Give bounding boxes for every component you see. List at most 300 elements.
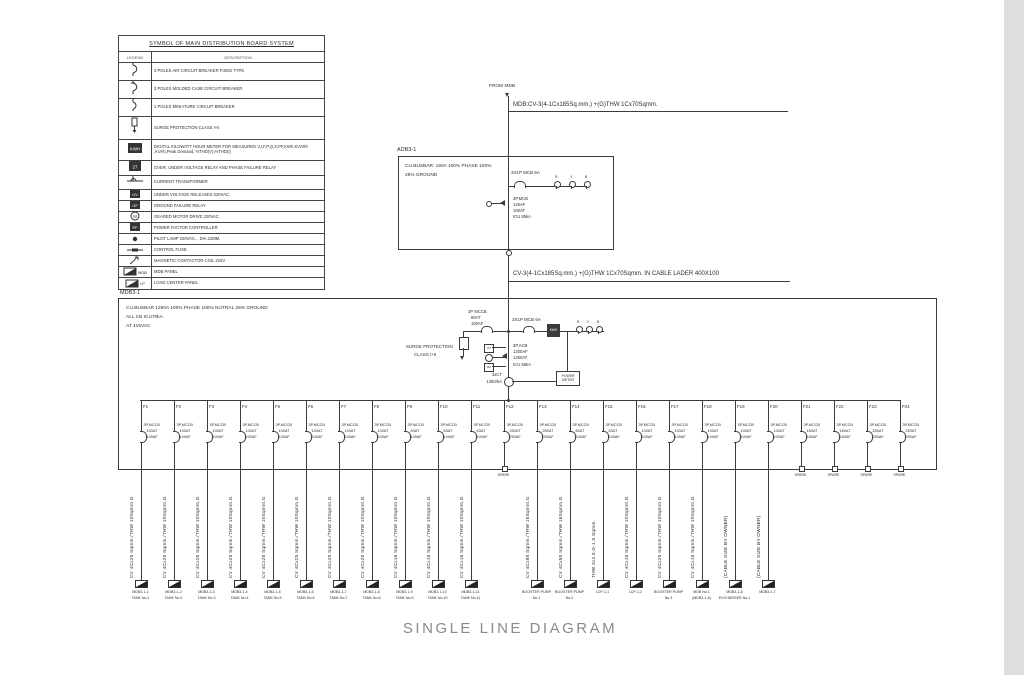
feeder-id-label: F4: [242, 404, 248, 409]
load-panel-icon: [663, 580, 676, 588]
feeder-cable-label: THW 3x2.5,G-1.5 Sqmm.: [591, 519, 597, 578]
feeder-breaker-trip: 250AT: [905, 429, 917, 433]
adb-busbar-line2: 25% GROUND: [405, 173, 438, 178]
load-name-line1: BOOSTER PUMP: [522, 590, 551, 594]
feeder-breaker-trip: 250AT: [872, 429, 884, 433]
legend-row-description: LOAD CENTER PANEL: [154, 280, 199, 286]
feeder-breaker-trip: 100AT: [179, 429, 191, 433]
legend-row-description: POWER FACTOR CONTROLLER: [154, 224, 218, 230]
legend-row: [119, 140, 324, 161]
legend-icon-label: MDB: [138, 269, 147, 275]
feeder-id-label: F8: [374, 404, 380, 409]
feeder-cable-label: CV 4Cx25 Sqmm./THW 10Sqmm.G: [327, 496, 333, 578]
feeder-cable-line: [570, 468, 571, 580]
feeder-id-label: F21: [803, 404, 811, 409]
feeder-breaker-icon: [635, 431, 642, 443]
spd-label-line2: CLASS I+II: [414, 352, 437, 357]
feeder-id-label: F9: [407, 404, 413, 409]
feeder-cable-label: CV 4Cx16 Sqmm./THW 10Sqmm.G: [690, 496, 696, 578]
legend-row-description: 3 POLES MOLDED CASE CIRCUIT BREAKER: [154, 86, 243, 92]
spare-terminal-icon: [898, 466, 904, 472]
load-name-line1: MDB3-1-8: [363, 590, 380, 594]
feeder-breaker-icon: [437, 431, 444, 443]
power-meter-box: [556, 371, 580, 386]
load-panel-icon: [564, 580, 577, 588]
feeder-cable-line: [141, 468, 142, 580]
legend-row: [119, 81, 324, 99]
load-name-line2: TANK No.4: [230, 596, 249, 600]
feeder-cable-line: [438, 468, 439, 580]
feeder-breaker-trip: 100AT: [377, 429, 389, 433]
legend-rows: [119, 63, 324, 289]
mcb-breaker-icon: [126, 98, 144, 117]
adb-main-drawout-icon: [500, 200, 505, 206]
feeder-breaker-frame: 100AF: [410, 435, 422, 439]
legend-row: [119, 117, 324, 140]
legend-row: [119, 190, 324, 201]
feeder-breaker-type: 3P,MCCB: [803, 423, 820, 427]
feeder-cable-label: CV 4Cx25 Sqmm./THW 10Sqmm.G: [360, 496, 366, 578]
load-name-line1: MDB3-1-9: [396, 590, 413, 594]
feeder-breaker-trip: 63AT: [608, 429, 618, 433]
feeder-breaker-type: 3P,MCCB: [473, 423, 490, 427]
feeder-breaker-frame: 100AF: [641, 435, 653, 439]
load-name-line1: MDB3-1-1: [132, 590, 149, 594]
acb-link1-line: [492, 347, 506, 348]
feeder-breaker-frame: 250AF: [872, 435, 884, 439]
legend-row-description: CURRENT TRANSFORMER: [154, 179, 208, 185]
load-name-line2: TANK No.10: [427, 596, 448, 600]
feeder-breaker-icon: [239, 431, 246, 443]
feeder-cable-line: [207, 468, 208, 580]
pilot-lamp-icon: [596, 326, 603, 333]
feeder-breaker-trip: 100AT: [674, 429, 686, 433]
legend-row: [119, 99, 324, 117]
load-name-line2: TANK No.7: [329, 596, 348, 600]
feeder-breaker-frame: 250AF: [509, 435, 521, 439]
adb-main-line2: 125AF: [513, 202, 526, 207]
legend-row-description: PILOT LAMP 220VAC. , DIA 22MM.: [154, 235, 221, 241]
legend-row: [119, 256, 324, 267]
feeder-breaker-frame: 100AF: [476, 435, 488, 439]
load-name-line1: MDB3-1-5: [264, 590, 281, 594]
legend-row: [119, 234, 324, 245]
legend-row-description: MDB PANEL: [154, 268, 178, 274]
feeder-breaker-type: 3P,MCCB: [737, 423, 754, 427]
feeder-breaker-type: 3P,MCCB: [539, 423, 556, 427]
feeder-breaker-trip: 63AT: [476, 429, 486, 433]
load-name-line2: TANK No.3: [197, 596, 216, 600]
adb-mcb-label: 3X1P MCB 6A: [511, 170, 540, 175]
legend-row: [119, 176, 324, 190]
legend-table: [118, 35, 325, 290]
load-name-line1: MDB3-1-4: [231, 590, 248, 594]
svg-text:KWH: KWH: [129, 146, 141, 151]
feeder-id-label: F10: [440, 404, 448, 409]
legend-row-description: CONTROL FUSE: [154, 246, 187, 252]
load-name-line2: TANK No.6: [296, 596, 315, 600]
pilot-lamp-stem-line: [588, 331, 589, 334]
legend-row: [119, 278, 324, 289]
adb-main-terminal-icon: [486, 201, 492, 207]
feeder-breaker-frame: 250AF: [905, 435, 917, 439]
feeder-id-label: F13: [539, 404, 547, 409]
mdb-busbar-line2: ALL CB ICU70kA: [126, 315, 163, 320]
load-panel-icon: [531, 580, 544, 588]
feeder-breaker-type: 3P,MCCB: [836, 423, 853, 427]
adb-name: ADB3-1: [397, 147, 417, 153]
feeder-breaker-icon: [734, 431, 741, 443]
load-name-line2: TANK No.8: [362, 596, 381, 600]
feeder-cable-line: [702, 468, 703, 580]
feeder-breaker-frame: 160AF: [839, 435, 851, 439]
feeder-cable-line: [471, 468, 472, 580]
feeder-breaker-icon: [899, 431, 906, 443]
feeder-breaker-trip: 100AT: [212, 429, 224, 433]
load-panel-icon: [267, 580, 280, 588]
legend-row-description: UNDER VOLTAGE RELEASES 220VAC.: [154, 191, 231, 197]
feeder-breaker-trip: 250AT: [542, 429, 554, 433]
feeder-breaker-icon: [338, 431, 345, 443]
mdb-main-line3: 1250AT: [513, 355, 528, 360]
feeder-id-label: F19: [737, 404, 745, 409]
load-panel-icon: [597, 580, 610, 588]
feeder-breaker-trip: 100AT: [344, 429, 356, 433]
ground-failure-relay-icon: GF: [484, 363, 494, 372]
feeder-cable-line: [174, 468, 175, 580]
feeder-id-label: F20: [770, 404, 778, 409]
feeder-breaker-type: 3P,MCCB: [638, 423, 655, 427]
feeder-cable-label: CV 4Cx25 Sqmm./THW 10Sqmm.G: [294, 496, 300, 578]
load-name-line1: MDB3-1-3: [198, 590, 215, 594]
pilot-lamp-letter: B: [585, 175, 588, 179]
ct-label-line1: 3xCT: [491, 372, 502, 377]
feeder-id-label: F18: [704, 404, 712, 409]
spare-label: SPARE: [893, 473, 906, 477]
load-name-line2: No.1: [532, 596, 541, 600]
feeder-cable-line: [306, 468, 307, 580]
load-panel-icon: [762, 580, 775, 588]
feeder-breaker-type: 3P,MCCB: [572, 423, 589, 427]
feeder-breaker-frame: 100AF: [344, 435, 356, 439]
geared-motor-icon: [485, 354, 493, 362]
legend-row-description: DIGITAL KILOWATT HOUR METER FOR MEASURED V,I,F,P,Q,S,PF,KWh,KVARh ,KVAh,Peak Demand, %THD(V),%THD(I): [154, 144, 308, 154]
legend-col-description: DESCRIPTION: [224, 54, 252, 60]
meter-bus-link-line: [567, 331, 568, 371]
spd-ground-arrow-icon: [460, 356, 464, 360]
feeder-id-label: F14: [572, 404, 580, 409]
sheet-title: SINGLE LINE DIAGRAM: [402, 620, 618, 637]
pilot-lamp-icon: [584, 181, 591, 188]
feeder-breaker-icon: [701, 431, 708, 443]
pilot-lamp-letter: Y: [570, 175, 573, 179]
feeder-cable-label: CV 4Cx25 Sqmm./THW 10Sqmm.G: [261, 496, 267, 578]
feeder-breaker-icon: [140, 431, 147, 443]
power-meter-line1: POWER: [561, 374, 575, 378]
feeder-breaker-type: 3P,MCCB: [176, 423, 193, 427]
load-panel-icon: [366, 580, 379, 588]
legend-title: SYMBOL OF MAIN DISTRIBUTION BOARD SYSTEM: [119, 36, 324, 52]
feeder-breaker-type: 3P,MCCB: [902, 423, 919, 427]
legend-row: [119, 223, 324, 234]
mdb-mcb-breaker-icon: [523, 326, 535, 333]
feeder-breaker-icon: [668, 431, 675, 443]
pilot-lamp-icon: [586, 326, 593, 333]
svg-text:PF: PF: [132, 225, 138, 230]
load-panel-icon: [399, 580, 412, 588]
feeder-breaker-frame: 100AF: [443, 435, 455, 439]
feeder-breaker-trip: 100AT: [146, 429, 158, 433]
legend-row: [119, 212, 324, 223]
feeder-breaker-frame: 160AF: [806, 435, 818, 439]
load-name-line2: No.3: [664, 596, 673, 600]
load-panel-icon: [696, 580, 709, 588]
feeder-breaker-icon: [371, 431, 378, 443]
ct-meter-link-line: [512, 381, 556, 382]
spd-icon: [126, 117, 144, 140]
spare-label: SPARE: [497, 473, 510, 477]
load-name-line1: MDB3-1-11: [461, 590, 480, 594]
feeder-breaker-trip: 100AT: [641, 429, 653, 433]
feeder-breaker-frame: 100AF: [773, 435, 785, 439]
feeder-breaker-type: 3P,MCCB: [275, 423, 292, 427]
feeder-breaker-type: 3P,MCCB: [308, 423, 325, 427]
adb-box: [398, 156, 614, 250]
feeder-id-label: F3: [209, 404, 215, 409]
feeder-id-label: F5: [275, 404, 281, 409]
mdb-mcb-label: 3X1P MCB 6A: [512, 317, 541, 322]
feeder-cable-label: CV 4Cx95 Sqmm./THW 16Sqmm.G: [525, 496, 531, 578]
feeder-breaker-icon: [536, 431, 543, 443]
acb-breaker-icon: [119, 63, 152, 80]
feeder-cable-label: (CABLE SIZE BY OWNER): [756, 515, 762, 578]
feeder-cable-line: [603, 468, 604, 580]
pilot-lamp-letter: R: [555, 175, 558, 179]
feeder-breaker-trip: 63AT: [410, 429, 420, 433]
load-name-line1: MDB3-1-10: [428, 590, 447, 594]
spare-terminal-icon: [502, 466, 508, 472]
feeder-id-label: F2: [176, 404, 182, 409]
lp-panel-icon: [119, 278, 152, 289]
feeder-cable-label: CV 4Cx95 Sqmm./THW 16Sqmm.G: [558, 496, 564, 578]
load-name-line2: TANK No.1: [131, 596, 150, 600]
adb-main-line4: ICU 85kA: [513, 214, 531, 219]
load-panel-icon: [234, 580, 247, 588]
kwh-meter-icon: [119, 140, 152, 160]
load-name-line1: MDB No.1: [693, 590, 710, 594]
mdb-name: MDB3-1: [120, 290, 141, 296]
mdb-main-drawout-icon: [502, 353, 507, 359]
from-mdb-label: FROM MDB: [489, 84, 516, 89]
mcb-breaker-icon: [119, 99, 152, 116]
feeder-cable-label: CV 4Cx16 Sqmm./THW 10Sqmm.G: [624, 496, 630, 578]
legend-col-legend: LEGEND: [119, 52, 152, 62]
feeder-id-label: F24: [902, 404, 910, 409]
feeder-cable-label: CV 4Cx25 Sqmm./THW 10Sqmm.G: [228, 496, 234, 578]
feeder-breaker-type: 3P,MCCB: [704, 423, 721, 427]
pilot-lamp-letter: R: [577, 320, 580, 324]
feeder-breaker-frame: 100AF: [674, 435, 686, 439]
svg-text:UV: UV: [132, 192, 138, 197]
feeder-breaker-icon: [602, 431, 609, 443]
feeder-breaker-trip: 80AT: [575, 429, 585, 433]
feeder-breaker-icon: [866, 431, 873, 443]
spare-terminal-icon: [799, 466, 805, 472]
feeder-cable-line: [372, 468, 373, 580]
feeder-id-label: F6: [308, 404, 314, 409]
feeder-id-label: F7: [341, 404, 347, 409]
load-name-line2: TANK No.11: [460, 596, 481, 600]
feeder-breaker-trip: 250AT: [509, 429, 521, 433]
feeder-breaker-type: 3P,MCCB: [770, 423, 787, 427]
feeder-breaker-trip: 100AT: [773, 429, 785, 433]
feeder-breaker-frame: 100AF: [245, 435, 257, 439]
load-name-line1: LCP-1-2: [628, 590, 643, 594]
feeder-breaker-type: 3P,MCCB: [341, 423, 358, 427]
feeder-breaker-frame: 100AF: [146, 435, 158, 439]
feeder-breaker-trip: 100AT: [278, 429, 290, 433]
uv-release-icon: UV: [484, 344, 494, 353]
legend-row-description: OVER, UNDER VOLTAGE RELAY AND PHASE FAILURE RELAY: [154, 164, 277, 170]
feeder-id-label: F16: [638, 404, 646, 409]
feeder-breaker-icon: [305, 431, 312, 443]
load-name-line2: EVCHARGER No.1: [718, 596, 751, 600]
legend-row-description: MAGNETIC CONTACTOR COIL 220V.: [154, 257, 226, 263]
feeder-breaker-icon: [404, 431, 411, 443]
feeder-id-label: F23: [869, 404, 877, 409]
spare-label: SPARE: [827, 473, 840, 477]
pilot-lamp-icon: [569, 181, 576, 188]
feeder-breaker-icon: [470, 431, 477, 443]
feeder-cable-line: [669, 468, 670, 580]
legend-row: [119, 267, 324, 278]
mdb-busbar-line3: AT 415VAC: [126, 324, 151, 329]
mdb-main-line4: ICU 65kA: [513, 362, 531, 367]
mccb-breaker-icon: [119, 81, 152, 98]
feeder-breaker-icon: [833, 431, 840, 443]
pilot-lamp-stem-line: [556, 186, 557, 189]
feeder-cable-label: CV 4Cx16 Sqmm./THW 10Sqmm.G: [393, 496, 399, 578]
feeder-breaker-type: 3P,MCCB: [605, 423, 622, 427]
feeder-breaker-trip: 100AT: [740, 429, 752, 433]
pilot-lamp-stem-line: [586, 186, 587, 189]
mdb-spd-breaker-line2: 60AT: [471, 315, 481, 320]
spare-terminal-icon: [865, 466, 871, 472]
feeder-cable-line: [636, 468, 637, 580]
feeder-breaker-type: 3P,MCCB: [242, 423, 259, 427]
kwh-meter-icon: [126, 141, 144, 160]
mdb-spd-breaker-icon: [481, 326, 493, 333]
feeder-cable-label: CV 4Cx25 Sqmm./THW 10Sqmm.G: [162, 496, 168, 578]
page-scan-edge: [1004, 0, 1024, 675]
legend-icon-label: LP: [140, 281, 145, 286]
legend-row-description: 3 POLES AIR CIRCUIT BREAKER FIXED TYPE: [154, 68, 245, 74]
feeder-cable-label: CV 4Cx16 Sqmm./THW 10Sqmm.G: [459, 496, 465, 578]
incoming-feeder-cable-label: MDB:CV-3(4-1Cx185Sq.mm.) +(G)THW 1Cx70Sqmm.: [513, 102, 658, 108]
feeder-breaker-icon: [800, 431, 807, 443]
load-panel-icon: [135, 580, 148, 588]
mdb-bus-junction-icon: [507, 330, 510, 333]
load-name-line1: MDB3-1-7: [759, 590, 776, 594]
pilot-lamp-letter: B: [597, 320, 600, 324]
load-name-line2: (MDB3-1-6): [692, 596, 711, 600]
load-name-line2: TANK No.9: [395, 596, 414, 600]
feeder-cable-line: [537, 468, 538, 580]
feeder-breaker-type: 3P,MCCB: [374, 423, 391, 427]
load-panel-icon: [432, 580, 445, 588]
legend-row-description: 1 POLES MINIATURE CIRCUIT BREAKER: [154, 104, 235, 110]
feeder-id-label: F12: [506, 404, 514, 409]
feeder-breaker-trip: 100AT: [707, 429, 719, 433]
mdb-spd-breaker-line1: 3P MCCB: [468, 309, 487, 314]
feeder-cable-label: CV 4Cx25 Sqmm./THW 10Sqmm.G: [657, 496, 663, 578]
load-name-line1: MDB3-1-2: [165, 590, 182, 594]
load-name-line1: MDB3-1-6: [297, 590, 314, 594]
feeder-breaker-type: 3P,MCCB: [143, 423, 160, 427]
feeder-id-label: F1: [143, 404, 149, 409]
spd-icon: [119, 117, 152, 139]
feeder-id-label: F22: [836, 404, 844, 409]
feeder-cable-line: [735, 468, 736, 580]
mdb-main-line2: 1250AF: [513, 349, 528, 354]
load-panel-icon: [465, 580, 478, 588]
feeder-breaker-trip: 100AT: [311, 429, 323, 433]
svg-text:27: 27: [132, 164, 138, 169]
pilot-lamp-stem-line: [578, 331, 579, 334]
mdb-kwh-meter-icon: KWH: [547, 324, 560, 337]
load-name-line2: No.2: [565, 596, 574, 600]
svg-text:GF: GF: [132, 203, 138, 208]
feeder-breaker-type: 3P,MCCB: [440, 423, 457, 427]
riser-cable-underline: [508, 281, 790, 282]
legend-header: [119, 52, 324, 63]
feeder-breaker-trip: 160AT: [839, 429, 851, 433]
feeder-cable-label: (CABLE SIZE BY OWNER): [723, 515, 729, 578]
current-transformer-icon: [504, 377, 514, 387]
load-name-line2: TANK No.2: [164, 596, 183, 600]
adb-main-line1: 3P,MCB: [513, 196, 529, 201]
feeder-breaker-icon: [503, 431, 510, 443]
load-name-line2: TANK No.5: [263, 596, 282, 600]
feeder-breaker-type: 3P,MCCB: [209, 423, 226, 427]
adb-exit-node-icon: [506, 250, 512, 256]
feeder-breaker-icon: [173, 431, 180, 443]
adb-mcb-breaker-icon: [514, 181, 526, 188]
feeder-breaker-frame: 100AF: [707, 435, 719, 439]
feeder-breaker-frame: 250AF: [542, 435, 554, 439]
load-panel-icon: [630, 580, 643, 588]
riser-cable-label: CV-3(4-1Cx185Sq.mm.) +(G)THW 1Cx70Sqmm. IN CABLE LADER 400X100: [513, 271, 719, 277]
feeder-breaker-trip: 100AT: [245, 429, 257, 433]
adb-main-line3: 100AT: [513, 208, 526, 213]
mdb-busbar-line1: CU.BUSBAR 1250A 100% PHASE 100% NUTRAL 25% GROUND: [126, 306, 268, 311]
load-panel-icon: [168, 580, 181, 588]
feeder-breaker-type: 3P,MCCB: [407, 423, 424, 427]
pilot-lamp-stem-line: [598, 331, 599, 334]
mdb-main-line1: 3P,ACB: [513, 343, 528, 348]
load-panel-icon: [729, 580, 742, 588]
load-name-line1: MDB3-1-6: [726, 590, 743, 594]
feeder-cable-line: [339, 468, 340, 580]
feeder-cable-line: [240, 468, 241, 580]
load-name-line1: BOOSTER PUMP: [654, 590, 683, 594]
legend-row: [119, 63, 324, 81]
feeder-breaker-type: 3P,MCCB: [869, 423, 886, 427]
feeder-cable-label: CV 4Cx25 Sqmm./THW 10Sqmm.G: [129, 496, 135, 578]
legend-row: [119, 245, 324, 256]
feeder-breaker-icon: [569, 431, 576, 443]
pilot-lamp-icon: [576, 326, 583, 333]
